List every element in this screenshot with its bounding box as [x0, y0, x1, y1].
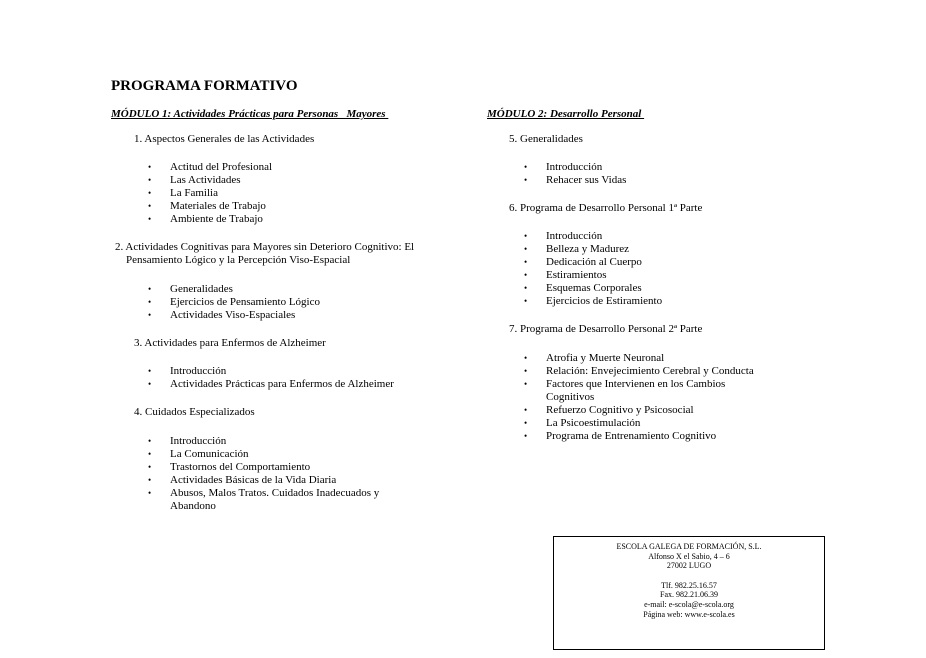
company-address: Alfonso X el Sabio, 4 – 6 [648, 551, 730, 561]
item-list [111, 435, 481, 513]
list-item: • Abusos, Malos Tratos. Cuidados Inadecuados y Abandono [148, 486, 380, 512]
bullet-icon: • [148, 461, 152, 472]
bullet-icon: • [524, 231, 528, 241]
item-list [487, 230, 847, 308]
bullet-icon: • [148, 174, 152, 185]
list-item: • Factores que Intervienen en los Cambios Cognitivos [524, 377, 726, 403]
module-2-title: MÓDULO 2: Desarrollo Personal [487, 108, 645, 120]
bullet-icon: • [524, 244, 528, 254]
list-item: • Actividades Viso-Espaciales [148, 308, 296, 321]
section-1 [111, 133, 481, 226]
bullet-icon: • [148, 296, 152, 307]
bullet-icon: • [524, 430, 528, 441]
list-item: • Refuerzo Cognitivo y Psicosocial [524, 403, 694, 416]
section-7 [487, 323, 847, 443]
list-item: • Estiramientos [524, 269, 607, 281]
bullet-icon: • [148, 474, 152, 485]
list-item: • Introducción [524, 230, 603, 242]
section-title: 3. Actividades para Enfermos de Alzheimer [134, 336, 326, 349]
list-item: • Ambiente de Trabajo [148, 212, 263, 225]
bullet-icon: • [148, 161, 152, 172]
company-fax: Fax. 982.21.06.39 [660, 590, 718, 600]
bullet-icon: • [524, 365, 528, 376]
list-item: • Ejercicios de Pensamiento Lógico [148, 295, 320, 308]
bullet-icon: • [148, 379, 152, 389]
bullet-icon: • [524, 161, 528, 172]
bullet-icon: • [524, 352, 528, 363]
section-6 [487, 202, 847, 309]
section-3 [111, 337, 481, 392]
company-name: ESCOLA GALEGA DE FORMACIÓN, S.L. [616, 542, 762, 551]
contact-box [553, 536, 825, 650]
bullet-icon: • [524, 296, 528, 306]
list-item: • Generalidades [148, 282, 233, 295]
company-phone: Tlf. 982.25.16.57 [661, 580, 717, 590]
section-title: 6. Programa de Desarrollo Personal 1ª Parte [509, 201, 703, 214]
list-item: • Belleza y Madurez [524, 243, 630, 255]
list-item: • Esquemas Corporales [524, 282, 642, 294]
item-list [111, 283, 481, 322]
section-5 [487, 133, 847, 187]
bullet-icon: • [524, 417, 528, 428]
bullet-icon: • [148, 213, 152, 224]
bullet-icon: • [524, 378, 528, 389]
bullet-icon: • [148, 366, 152, 376]
list-item: • Actividades Básicas de la Vida Diaria [148, 473, 337, 486]
list-item: • Rehacer sus Vidas [524, 173, 627, 186]
section-title: 2. Actividades Cognitivas para Mayores sin Deterioro Cognitivo: El Pensamiento Lógico y la Percepción Viso-Espacial [115, 240, 415, 266]
list-item: • Dedicación al Cuerpo [524, 256, 642, 268]
list-item: • Ejercicios de Estiramiento [524, 295, 663, 307]
list-item: • Actividades Prácticas para Enfermos de Alzheimer [148, 378, 394, 390]
module-2 [487, 107, 847, 443]
list-item: • Introducción [148, 365, 227, 377]
company-website[interactable]: Página web: www.e-scola.es [643, 609, 735, 619]
list-item: • Introducción [524, 160, 603, 173]
bullet-icon: • [148, 448, 152, 459]
module-1-title: MÓDULO 1: Actividades Prácticas para Personas Mayores [111, 108, 389, 120]
company-city: 27002 LUGO [666, 561, 712, 571]
module-1 [111, 107, 481, 513]
list-item: • Trastornos del Comportamiento [148, 460, 311, 473]
section-title: 5. Generalidades [509, 133, 583, 145]
page-title: PROGRAMA FORMATIVO [111, 78, 298, 94]
list-item: • La Psicoestimulación [524, 416, 641, 429]
bullet-icon: • [524, 257, 528, 267]
item-list [111, 365, 481, 391]
section-2 [111, 241, 481, 322]
bullet-icon: • [148, 487, 152, 498]
section-title: 7. Programa de Desarrollo Personal 2ª Parte [509, 323, 703, 335]
section-4 [111, 406, 481, 513]
list-item: • La Comunicación [148, 447, 249, 460]
section-title: 1. Aspectos Generales de las Actividades [134, 133, 315, 145]
bullet-icon: • [524, 174, 528, 185]
bullet-icon: • [524, 270, 528, 280]
list-item: • Relación: Envejecimiento Cerebral y Conducta [524, 364, 754, 377]
bullet-icon: • [148, 200, 152, 211]
item-list [487, 161, 847, 187]
list-item: • Atrofia y Muerte Neuronal [524, 351, 665, 364]
list-item: • La Familia [148, 186, 218, 199]
section-title: 4. Cuidados Especializados [134, 406, 255, 418]
list-item: • Programa de Entrenamiento Cognitivo [524, 429, 717, 442]
bullet-icon: • [148, 309, 152, 320]
list-item: • Introducción [148, 434, 227, 447]
item-list [111, 161, 481, 226]
list-item: • Materiales de Trabajo [148, 199, 266, 212]
bullet-icon: • [148, 283, 152, 294]
bullet-icon: • [148, 435, 152, 446]
bullet-icon: • [524, 283, 528, 293]
bullet-icon: • [524, 404, 528, 415]
list-item: • Actitud del Profesional [148, 160, 273, 173]
list-item: • Las Actividades [148, 173, 241, 186]
company-email[interactable]: e-mail: e-scola@e-scola.org [644, 599, 734, 609]
bullet-icon: • [148, 187, 152, 198]
item-list [487, 352, 847, 443]
